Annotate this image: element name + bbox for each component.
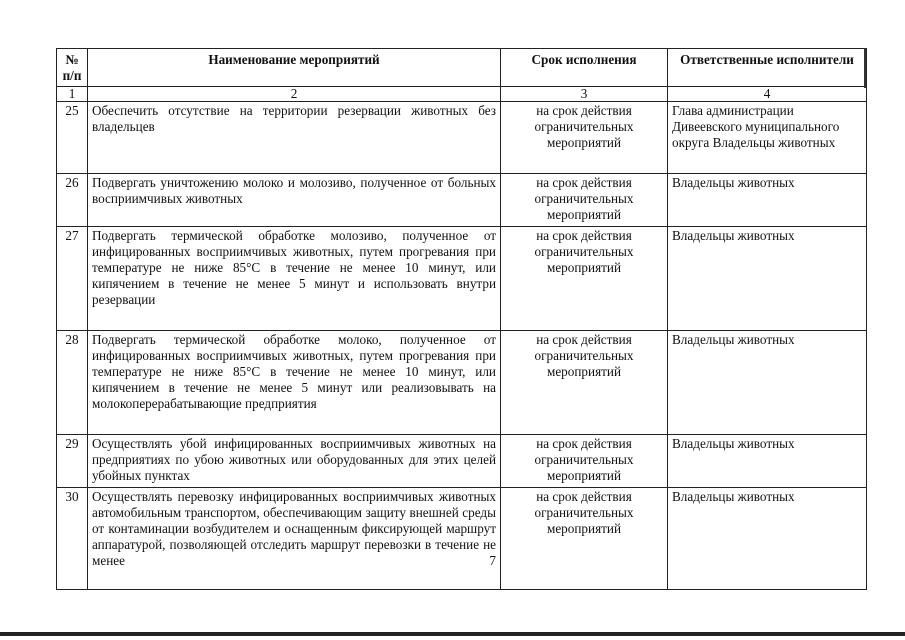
row-term: на срок действия ограничительных мероприятий bbox=[501, 331, 668, 435]
row-action: Подвергать термической обработке молозиво, полученное от инфицированных восприимчивых животных, путем прогревания при температуре не ниже 85°С в течение не менее 10 минут, или кипячением в течение не менее 5 минут и использовать внутри резервации bbox=[88, 227, 501, 331]
header-row bbox=[57, 49, 867, 87]
row-responsible: Владельцы животных bbox=[668, 331, 867, 435]
row-responsible: Владельцы животных bbox=[668, 227, 867, 331]
row-responsible: Владельцы животных bbox=[668, 174, 867, 227]
row-responsible: Владельцы животных bbox=[668, 488, 867, 590]
row-term: на срок действия ограничительных мероприятий bbox=[501, 488, 668, 590]
scan-edge-mark bbox=[864, 48, 866, 88]
row-action: Обеспечить отсутствие на территории резервации животных без владельцев bbox=[88, 102, 501, 174]
row-action: Осуществлять перевозку инфицированных восприимчивых животных автомобильным транспортом, обеспечивающим защиту внешней среды от контаминации возбудителем и оснащенным фиксирующей маршрут аппаратурой, позволяющей отследить маршрут перевозки в течение не менее 7 bbox=[88, 488, 501, 590]
header-action: Наименование мероприятий bbox=[88, 49, 501, 87]
header-num: № п/п bbox=[57, 49, 88, 87]
row-number: 27 bbox=[57, 227, 88, 331]
column-number-row bbox=[57, 87, 867, 102]
row-term: на срок действия ограничительных мероприятий bbox=[501, 174, 668, 227]
table-row bbox=[57, 331, 867, 435]
scan-bottom-edge bbox=[0, 632, 905, 636]
row-action: Осуществлять убой инфицированных восприимчивых животных на предприятиях по убою животных или оборудованных для этих целей убойных пунктах bbox=[88, 435, 501, 488]
column-number: 4 bbox=[668, 87, 867, 102]
column-number: 1 bbox=[57, 87, 88, 102]
table-row bbox=[57, 174, 867, 227]
row-number: 26 bbox=[57, 174, 88, 227]
table-row bbox=[57, 227, 867, 331]
row-term: на срок действия ограничительных мероприятий bbox=[501, 435, 668, 488]
row-term: на срок действия ограничительных мероприятий bbox=[501, 227, 668, 331]
row-action: Подвергать термической обработке молоко, полученное от инфицированных восприимчивых животных, путем прогревания при температуре не ниже 85°С в течение не менее 10 минут, или кипячением в течение не менее 5 минут или реализовывать на молокоперерабатывающие предприятия bbox=[88, 331, 501, 435]
table-row bbox=[57, 435, 867, 488]
header-term: Срок исполнения bbox=[501, 49, 668, 87]
row-number: 28 bbox=[57, 331, 88, 435]
row-number: 29 bbox=[57, 435, 88, 488]
row-responsible: Владельцы животных bbox=[668, 435, 867, 488]
table-row bbox=[57, 102, 867, 174]
measures-table bbox=[56, 48, 867, 590]
column-number: 3 bbox=[501, 87, 668, 102]
row-number: 25 bbox=[57, 102, 88, 174]
row-action: Подвергать уничтожению молоко и молозиво, полученное от больных восприимчивых животных bbox=[88, 174, 501, 227]
table-row bbox=[57, 488, 867, 590]
column-number: 2 bbox=[88, 87, 501, 102]
header-responsible: Ответственные исполнители bbox=[668, 49, 867, 87]
row-term: на срок действия ограничительных мероприятий bbox=[501, 102, 668, 174]
row-responsible: Глава администрации Дивеевского муниципального округа Владельцы животных bbox=[668, 102, 867, 174]
row-number: 30 bbox=[57, 488, 88, 590]
